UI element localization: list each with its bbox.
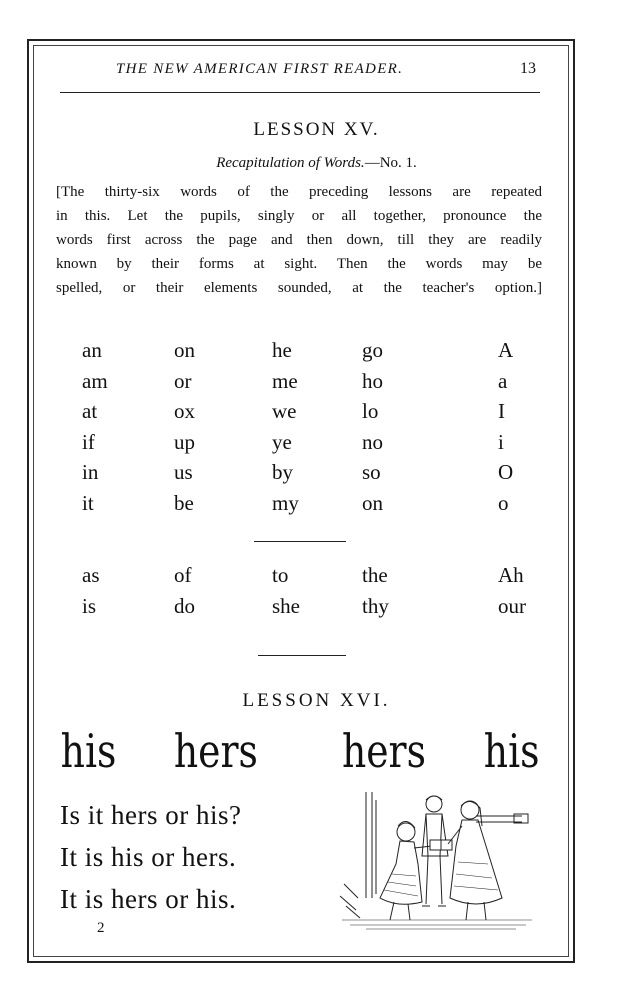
- grid-word: ox: [174, 399, 195, 423]
- subtitle-rest: —No. 1.: [364, 155, 417, 171]
- big-word: his: [60, 724, 117, 778]
- page-number: 13: [520, 60, 536, 77]
- grid-word: by: [272, 460, 293, 484]
- grid-word: thy: [362, 594, 389, 618]
- instruction-line: words first across the page and then down, till they are readily: [56, 232, 542, 248]
- lesson-16-title: LESSON XVI.: [242, 690, 391, 711]
- grid-word: he: [272, 338, 292, 362]
- grid-word: at: [82, 399, 98, 423]
- grid-word: Ah: [498, 563, 524, 587]
- grid-word: if: [82, 429, 95, 454]
- big-word: his: [483, 724, 540, 778]
- grid-word: no: [362, 429, 383, 454]
- grid-word: of: [174, 563, 192, 587]
- grid-word: is: [82, 594, 97, 618]
- grid-word: on: [362, 490, 383, 515]
- instruction-line: [The thirty-six words of the preceding lessons are repeated: [56, 184, 542, 200]
- grid-word: O: [498, 460, 514, 484]
- grid-word: do: [174, 594, 195, 618]
- grid-word: the: [362, 563, 388, 587]
- instruction-line: spelled, or their elements sounded, at the teacher's option.]: [56, 280, 542, 296]
- grid-word: me: [272, 368, 298, 393]
- grid-word: ho: [362, 368, 383, 393]
- sentence: Is it hers or his?: [60, 800, 242, 830]
- grid-word: an: [82, 338, 102, 362]
- grid-word: we: [272, 399, 297, 423]
- grid-word: my: [272, 490, 299, 515]
- section-divider: [258, 655, 346, 656]
- grid-word: in: [82, 460, 99, 484]
- big-word: hers: [173, 724, 258, 778]
- grid-word: ye: [272, 429, 292, 454]
- grid-word: she: [272, 594, 300, 618]
- section-divider: [254, 541, 346, 542]
- grid-word: A: [498, 338, 514, 362]
- grid-word: on: [174, 338, 195, 362]
- lesson-15-instructions: [56, 180, 542, 300]
- instruction-line: in this. Let the pupils, singly or all together, pronounce the: [56, 208, 542, 224]
- grid-word: to: [272, 563, 289, 587]
- grid-word: so: [362, 460, 381, 484]
- grid-word: our: [498, 594, 526, 618]
- grid-word: I: [498, 399, 505, 423]
- lesson-15-subtitle: [0, 155, 633, 172]
- grid-word: us: [174, 460, 193, 484]
- grid-word: up: [174, 429, 195, 454]
- instruction-line: known by their forms at sight. Then the words may be: [56, 256, 542, 272]
- grid-word: i: [498, 429, 504, 454]
- signature-mark: 2: [97, 920, 105, 936]
- running-head: THE NEW AMERICAN FIRST READER.: [116, 61, 404, 77]
- grid-word: it: [82, 490, 94, 515]
- children-illustration: [336, 786, 536, 932]
- sentence: It is hers or his.: [60, 884, 237, 914]
- big-word: hers: [341, 724, 426, 778]
- grid-word: o: [498, 490, 509, 515]
- grid-word: a: [498, 368, 508, 393]
- grid-word: or: [174, 368, 192, 393]
- header-rule: [60, 92, 540, 93]
- lesson-15-title: LESSON XV.: [253, 119, 380, 140]
- grid-word: am: [82, 368, 108, 393]
- grid-word: as: [82, 563, 100, 587]
- grid-word: go: [362, 338, 383, 362]
- grid-word: lo: [362, 399, 379, 423]
- subtitle-italic: Recapitulation of Words.: [216, 155, 365, 171]
- sentence: It is his or hers.: [60, 842, 237, 872]
- grid-word: be: [174, 490, 194, 515]
